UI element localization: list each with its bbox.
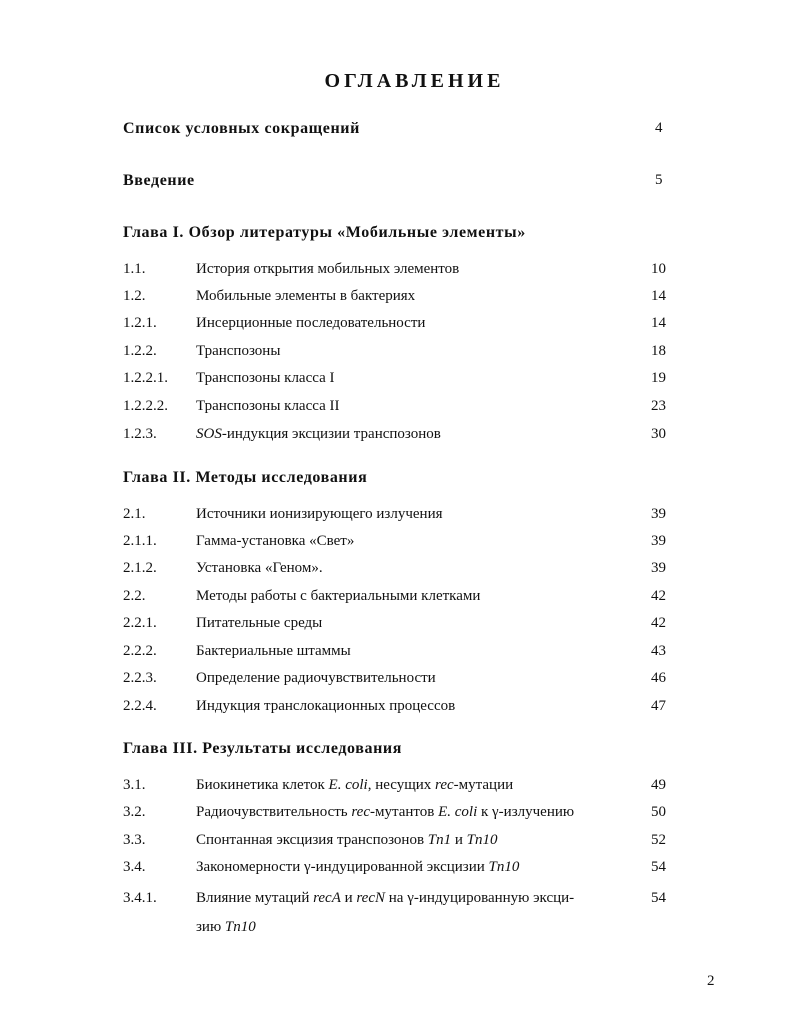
toc-entry[interactable] <box>0 370 799 394</box>
section-number: 3.4.1. <box>123 890 157 906</box>
page-number: 2 <box>707 973 715 989</box>
section-number: 2.2.4. <box>123 698 157 714</box>
toc-entry[interactable] <box>0 426 799 450</box>
title-part: Биокинетика клеток <box>196 777 329 793</box>
toc-page-number: 39 <box>651 560 666 576</box>
toc-entry[interactable] <box>0 777 799 801</box>
section-title: Мобильные элементы в бактериях <box>196 288 416 304</box>
section-title-rest: -индукция эксцизии транспозонов <box>221 426 441 442</box>
section-title: Индукция транслокационных процессов <box>196 698 456 714</box>
page-title: ОГЛАВЛЕНИЕ <box>324 70 505 92</box>
toc-page-number: 54 <box>651 859 666 875</box>
title-part: Закономерности γ-индуцированной эксцизии <box>196 859 489 875</box>
toc-page-number: 50 <box>651 804 666 820</box>
section-title <box>196 859 519 876</box>
toc-entry[interactable] <box>0 560 799 584</box>
title-part: -мутации <box>453 777 514 793</box>
toc-entry[interactable] <box>0 859 799 883</box>
section-number: 3.4. <box>123 859 146 875</box>
toc-entry[interactable] <box>0 533 799 557</box>
chapter-heading: Глава I. Обзор литературы «Мобильные элементы» <box>123 224 526 241</box>
toc-chapter-1-heading[interactable] <box>0 224 799 248</box>
toc-chapter-3-heading[interactable] <box>0 740 799 764</box>
section-number: 1.2.1. <box>123 315 157 331</box>
section-number: 1.2.2.2. <box>123 398 168 414</box>
title-part: -мутантов <box>370 804 439 820</box>
section-number: 3.1. <box>123 777 146 793</box>
toc-entry[interactable] <box>0 804 799 828</box>
title-part: на γ-индуцированную эксци- <box>385 890 575 906</box>
toc-page-number: 42 <box>651 588 666 604</box>
toc-page-number: 30 <box>651 426 666 442</box>
title-part: Радиочувствительность <box>196 804 352 820</box>
toc-entry[interactable] <box>0 670 799 694</box>
section-title: Установка «Геном». <box>196 560 323 576</box>
toc-entry[interactable] <box>0 698 799 722</box>
toc-page-number: 19 <box>651 370 666 386</box>
section-number: 2.2. <box>123 588 146 604</box>
section-title: История открытия мобильных элементов <box>196 261 460 277</box>
title-part: и <box>340 890 357 906</box>
title-part-italic: Tn1 <box>427 832 452 848</box>
toc-page-number: 18 <box>651 343 666 359</box>
title-part-italic: Tn10 <box>224 919 256 935</box>
section-title: Гамма-установка «Свет» <box>196 533 355 549</box>
toc-entry[interactable] <box>0 343 799 367</box>
toc-entry[interactable] <box>0 398 799 422</box>
section-number: 2.2.3. <box>123 670 157 686</box>
section-title: Бактериальные штаммы <box>196 643 351 659</box>
toc-entry[interactable] <box>0 288 799 312</box>
toc-page-number: 49 <box>651 777 666 793</box>
section-number: 1.1. <box>123 261 146 277</box>
section-title: Инсерционные последовательности <box>196 315 426 331</box>
title-part-italic: Tn10 <box>488 859 520 875</box>
section-number: 2.1. <box>123 506 146 522</box>
section-number: 2.1.1. <box>123 533 157 549</box>
section-title: Транспозоны класса II <box>196 398 340 414</box>
toc-entry[interactable] <box>0 261 799 285</box>
toc-page-number: 5 <box>655 172 663 188</box>
section-title: Определение радиочувствительности <box>196 670 436 686</box>
toc-page-number: 39 <box>651 506 666 522</box>
section-number: 3.2. <box>123 804 146 820</box>
toc-page-number: 47 <box>651 698 666 714</box>
section-title: Питательные среды <box>196 615 323 631</box>
section-title <box>196 890 574 907</box>
toc-entry[interactable] <box>0 615 799 639</box>
toc-page-number: 14 <box>651 315 666 331</box>
toc-page-number: 46 <box>651 670 666 686</box>
section-title <box>196 804 574 821</box>
toc-entry[interactable] <box>0 315 799 339</box>
toc-page-number: 39 <box>651 533 666 549</box>
toc-entry[interactable] <box>0 832 799 856</box>
chapter-heading: Глава II. Методы исследования <box>123 469 368 486</box>
section-title <box>196 777 513 794</box>
title-part-italic: rec <box>435 777 454 793</box>
toc-entry-introduction[interactable] <box>0 172 799 196</box>
section-title: Транспозоны <box>196 343 281 359</box>
section-title <box>196 832 498 849</box>
toc-entry[interactable] <box>0 506 799 530</box>
toc-page-number: 14 <box>651 288 666 304</box>
section-title: Транспозоны класса I <box>196 370 335 386</box>
toc-chapter-2-heading[interactable] <box>0 469 799 493</box>
toc-page-number: 43 <box>651 643 666 659</box>
title-part-italic: rec <box>351 804 370 820</box>
section-number: 3.3. <box>123 832 146 848</box>
title-part: , несущих <box>367 777 436 793</box>
title-part: зию <box>196 919 225 935</box>
title-part-italic: recN <box>356 890 386 906</box>
chapter-heading: Глава III. Результаты исследования <box>123 740 402 757</box>
toc-entry-label: Введение <box>123 172 195 189</box>
section-number: 2.1.2. <box>123 560 157 576</box>
toc-page-number: 23 <box>651 398 666 414</box>
title-part-italic: Tn10 <box>466 832 498 848</box>
toc-entry-label: Список условных сокращений <box>123 120 360 137</box>
title-part: Влияние мутаций <box>196 890 314 906</box>
toc-page-number: 52 <box>651 832 666 848</box>
section-title: Источники ионизирующего излучения <box>196 506 443 522</box>
toc-entry[interactable] <box>0 588 799 612</box>
title-part: Спонтанная эксцизия транспозонов <box>196 832 428 848</box>
title-part: к γ-излучению <box>477 804 575 820</box>
toc-page-number: 10 <box>651 261 666 277</box>
section-number: 1.2.2. <box>123 343 157 359</box>
section-number: 2.2.2. <box>123 643 157 659</box>
section-number: 1.2.3. <box>123 426 157 442</box>
toc-entry[interactable] <box>0 643 799 667</box>
toc-entry[interactable] <box>0 890 799 914</box>
section-title: Методы работы с бактериальными клетками <box>196 588 481 604</box>
title-part: и <box>451 832 467 848</box>
toc-page-number: 54 <box>651 890 666 906</box>
section-title-italic: SOS <box>196 426 222 442</box>
toc-entry-abbreviations[interactable] <box>0 120 799 144</box>
section-title <box>196 426 441 443</box>
title-part-italic: E. coli <box>438 804 478 820</box>
section-number: 1.2. <box>123 288 146 304</box>
title-part-italic: E. coli <box>328 777 368 793</box>
toc-entry-continuation <box>196 919 256 936</box>
toc-page-number: 4 <box>655 120 663 136</box>
toc-page-number: 42 <box>651 615 666 631</box>
section-number: 2.2.1. <box>123 615 157 631</box>
title-part-italic: recA <box>313 890 341 906</box>
section-number: 1.2.2.1. <box>123 370 168 386</box>
